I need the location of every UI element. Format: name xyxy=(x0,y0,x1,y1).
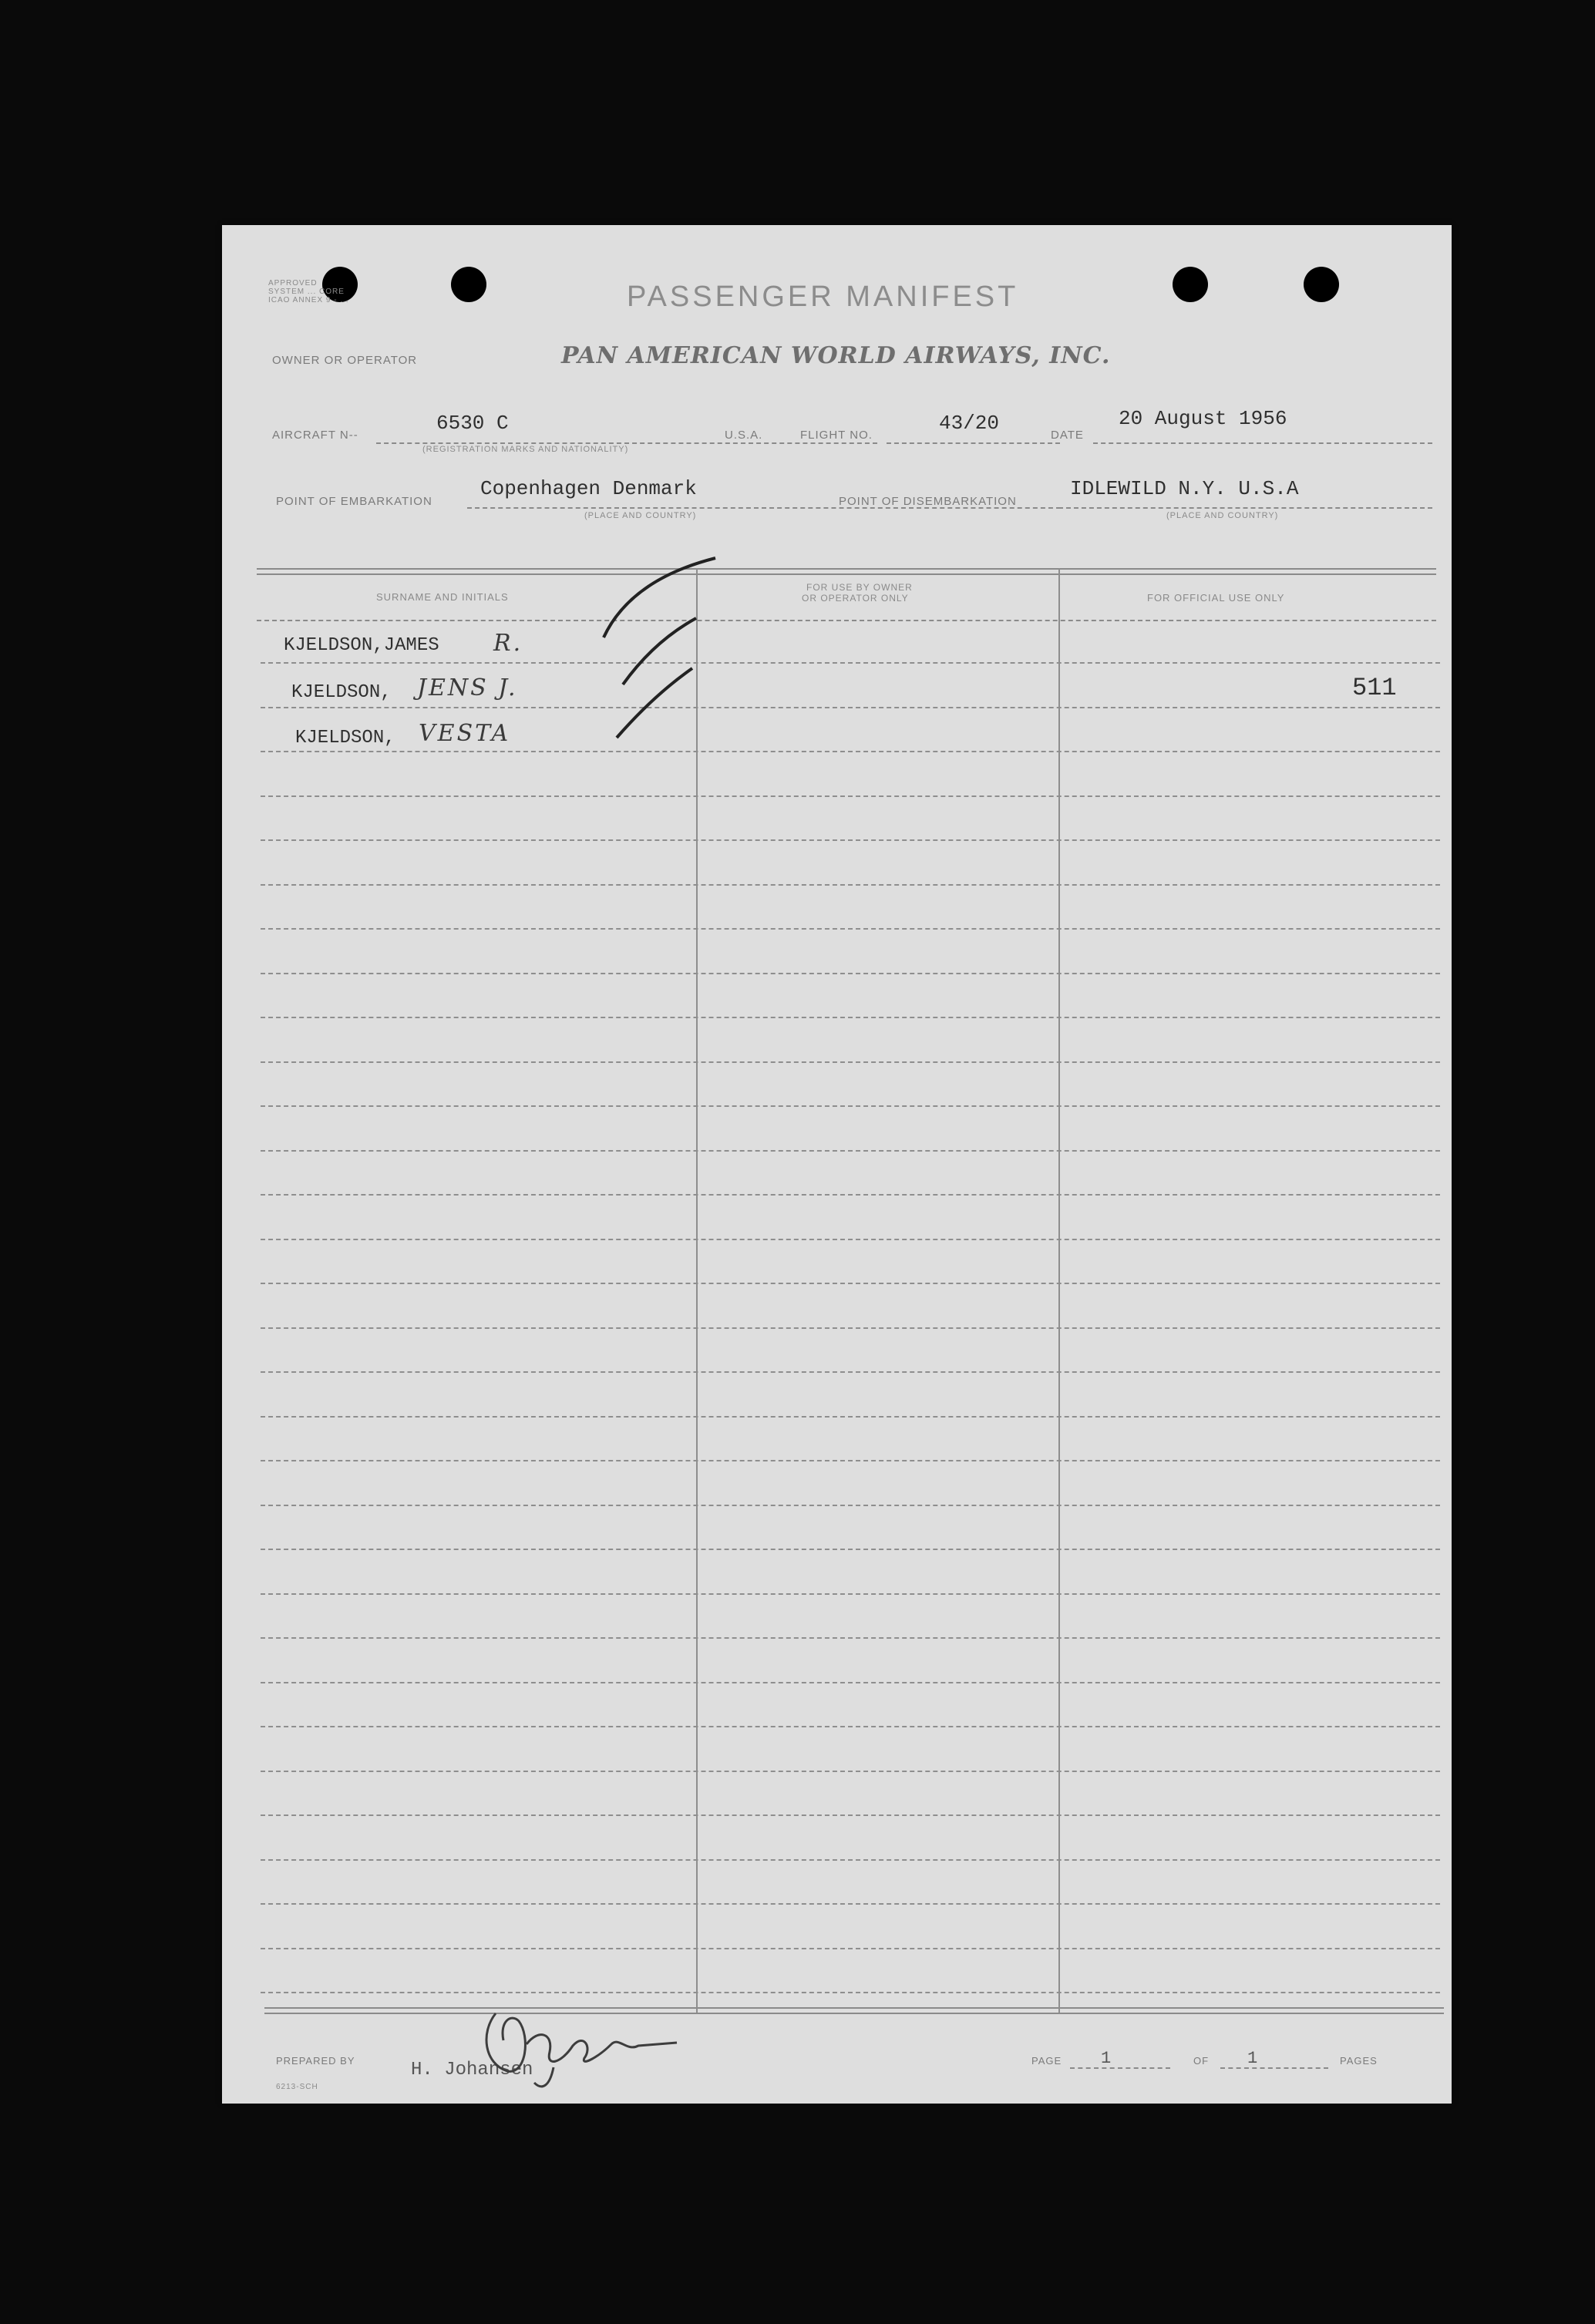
aircraft-label: AIRCRAFT N-- xyxy=(272,429,358,442)
approval-line: SYSTEM ... CORE xyxy=(268,288,345,296)
disembark-label: POINT OF DISEMBARKATION xyxy=(839,495,1017,508)
signature-stroke xyxy=(486,2013,677,2087)
of-underline xyxy=(1220,2067,1328,2069)
passenger-initials: VESTA xyxy=(419,720,511,747)
disembark-caption: (PLACE AND COUNTRY) xyxy=(1166,511,1279,520)
date-value: 20 August 1956 xyxy=(1119,407,1287,430)
signature xyxy=(222,225,1452,2104)
disembark-value: IDLEWILD N.Y. U.S.A xyxy=(1070,477,1299,500)
owner-value: PAN AMERICAN WORLD AIRWAYS, INC. xyxy=(561,342,1111,369)
approval-line: ICAO ANNEX 9 - ... xyxy=(268,296,349,304)
page-label: PAGE xyxy=(1031,2055,1062,2067)
embark-value: Copenhagen Denmark xyxy=(480,477,697,500)
passenger-surname: KJELDSON, xyxy=(295,728,395,748)
of-value: 1 xyxy=(1247,2049,1258,2068)
page-value: 1 xyxy=(1101,2049,1112,2068)
passenger-surname: KJELDSON,JAMES xyxy=(284,635,439,656)
col-header-official: FOR OFFICIAL USE ONLY xyxy=(1147,592,1285,604)
manifest-sheet xyxy=(222,225,1452,2104)
pages-label: PAGES xyxy=(1340,2055,1378,2067)
aircraft-value: 6530 C xyxy=(436,412,509,435)
manifest-title: PASSENGER MANIFEST xyxy=(627,281,1019,313)
approval-line: APPROVED xyxy=(268,279,318,288)
date-label: DATE xyxy=(1051,429,1084,442)
col-header-owner-line2: OR OPERATOR ONLY xyxy=(802,593,909,604)
owner-label: OWNER OR OPERATOR xyxy=(272,354,418,367)
col-header-owner-line1: FOR USE BY OWNER xyxy=(806,582,913,593)
passenger-initials: R. xyxy=(493,630,523,657)
embark-label: POINT OF EMBARKATION xyxy=(276,495,432,508)
form-number: 6213-SCH xyxy=(276,2083,318,2091)
flight-value: 43/20 xyxy=(939,412,1000,435)
official-note: 511 xyxy=(1352,674,1397,702)
page-underline xyxy=(1070,2067,1170,2069)
passenger-initials: JENS J. xyxy=(417,674,518,701)
col-header-surname: SURNAME AND INITIALS xyxy=(376,591,509,603)
prepared-label: PREPARED BY xyxy=(276,2055,355,2067)
flight-label: FLIGHT NO. xyxy=(800,429,873,442)
registration-caption: (REGISTRATION MARKS AND NATIONALITY) xyxy=(422,445,629,454)
prepared-value: H. Johansen xyxy=(411,2060,533,2080)
embark-caption: (PLACE AND COUNTRY) xyxy=(584,511,697,520)
passenger-surname: KJELDSON, xyxy=(291,682,392,703)
of-label: OF xyxy=(1193,2055,1210,2067)
country-code: U.S.A. xyxy=(725,429,763,442)
